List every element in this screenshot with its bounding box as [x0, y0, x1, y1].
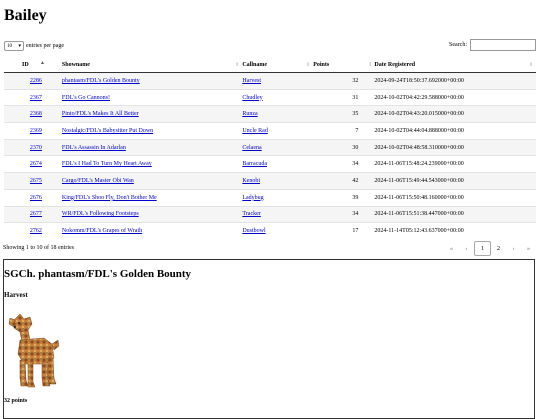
cell-callname	[242, 206, 313, 223]
search-control	[449, 39, 536, 51]
cell-points: 32	[313, 73, 366, 90]
callname-link[interactable]: Harvest	[242, 77, 261, 84]
dog-id-link[interactable]: 2368	[29, 111, 42, 118]
next-page-button[interactable]: ›	[512, 245, 515, 252]
showname-link[interactable]: Pinto/FDL's Makes It All Better	[61, 111, 139, 118]
cell-date-registered: 2024-11-14T05:12:43.637000+00:00	[366, 223, 536, 239]
column-header-date-registered[interactable]: Date Registered ⇕	[366, 58, 536, 73]
cell-showname	[52, 123, 242, 140]
page-title: Bailey	[4, 7, 47, 24]
cell-showname	[52, 223, 242, 239]
table-row	[4, 139, 536, 156]
cell-showname	[52, 206, 242, 223]
showname-link[interactable]: FDL's Assassin In Adarlan	[61, 144, 126, 151]
cell-points: 39	[313, 189, 366, 206]
cell-points: 30	[313, 139, 366, 156]
entries-per-page-label: entries per page	[26, 43, 64, 49]
cell-id	[4, 189, 52, 206]
cell-date-registered: 2024-10-02T04:43:20.015000+00:00	[366, 106, 536, 123]
cell-id	[4, 173, 52, 190]
table-row	[4, 156, 536, 173]
table-row	[4, 73, 536, 90]
cell-id	[4, 89, 52, 106]
table-row	[4, 123, 536, 140]
sort-asc-icon: ▲	[40, 61, 45, 66]
cell-date-registered: 2024-11-06T15:48:24.239000+00:00	[366, 156, 536, 173]
cell-callname	[242, 89, 313, 106]
entries-per-page-select[interactable]	[4, 41, 24, 51]
cell-points: 17	[313, 223, 366, 239]
search-label: Search:	[449, 42, 467, 48]
showname-link[interactable]: FDL's Go Cannons!	[61, 94, 111, 101]
last-page-button[interactable]: »	[527, 245, 530, 252]
table-row	[4, 189, 536, 206]
sort-icon: ⇕	[368, 63, 373, 68]
dog-id-link[interactable]: 2762	[29, 228, 42, 235]
detail-title: SGCh. phantasm/FDL's Golden Bounty	[4, 268, 192, 280]
cell-date-registered: 2024-09-24T18:50:37.692000+00:00	[366, 73, 536, 90]
table-row	[4, 89, 536, 106]
callname-link[interactable]: Chudley	[242, 94, 263, 101]
sort-icon: ⇕	[528, 63, 533, 68]
table-toolbar	[4, 39, 536, 53]
dog-id-link[interactable]: 2286	[29, 77, 42, 84]
callname-link[interactable]: Barracuda	[242, 161, 267, 168]
cell-callname	[242, 189, 313, 206]
cell-date-registered: 2024-11-06T15:50:48.160000+00:00	[366, 189, 536, 206]
showname-link[interactable]: WR/FDL's Following Footsteps	[61, 211, 139, 218]
dog-id-link[interactable]: 2675	[29, 177, 42, 184]
cell-callname	[242, 73, 313, 90]
dog-detail-panel	[3, 259, 535, 419]
sort-icon: ⇕	[235, 63, 240, 68]
cell-points: 34	[313, 156, 366, 173]
showname-link[interactable]: Nokomm/FDL's Grapes of Wrath	[61, 228, 143, 235]
cell-id	[4, 106, 52, 123]
prev-page-button[interactable]: ‹	[465, 245, 468, 252]
showname-link[interactable]: Nostalgic/FDL's Babysitter Put Down	[61, 127, 154, 134]
cell-id	[4, 156, 52, 173]
dogs-table	[4, 58, 536, 239]
dog-image	[6, 310, 60, 390]
detail-callname: Harvest	[4, 291, 28, 299]
cell-id	[4, 123, 52, 140]
detail-points: 32 points	[4, 398, 28, 404]
cell-points: 34	[313, 206, 366, 223]
sort-icon: ⇕	[306, 63, 311, 68]
callname-link[interactable]: Ladybug	[242, 194, 264, 201]
showname-link[interactable]: FDL's I Had To Turn My Heart Away	[61, 161, 152, 168]
dog-id-link[interactable]: 2369	[29, 127, 42, 134]
cell-id	[4, 139, 52, 156]
dog-id-link[interactable]: 2674	[29, 161, 42, 168]
callname-link[interactable]: Runza	[242, 111, 258, 118]
dog-id-link[interactable]: 2676	[29, 194, 42, 201]
cell-callname	[242, 173, 313, 190]
callname-link[interactable]: Uncle Rad	[242, 127, 268, 134]
dog-id-link[interactable]: 2677	[29, 211, 42, 218]
search-input[interactable]	[470, 39, 536, 51]
cell-showname	[52, 106, 242, 123]
callname-link[interactable]: Dustbowl	[242, 228, 266, 235]
cell-showname	[52, 139, 242, 156]
first-page-button[interactable]: «	[450, 245, 453, 252]
table-row	[4, 206, 536, 223]
cell-date-registered: 2024-10-02T04:42:29.588000+00:00	[366, 89, 536, 106]
table-header-row	[4, 58, 536, 73]
column-header-showname[interactable]: Showname ⇕	[52, 58, 242, 73]
entries-per-page-value: 10	[7, 43, 12, 49]
showname-link[interactable]: phantasm/FDL's Golden Bounty	[61, 77, 140, 84]
chevron-down-icon: ▾	[18, 44, 21, 49]
page-1-button[interactable]: 1	[474, 241, 491, 256]
column-header-id[interactable]: ID ▲	[4, 58, 52, 73]
cell-callname	[242, 139, 313, 156]
showname-link[interactable]: Cargo/FDL's Master Obi Wan	[61, 177, 134, 184]
cell-date-registered: 2024-10-02T04:44:04.888000+00:00	[366, 123, 536, 140]
dog-id-link[interactable]: 2367	[29, 94, 42, 101]
cell-date-registered: 2024-11-06T15:51:38.447000+00:00	[366, 206, 536, 223]
callname-link[interactable]: Tracker	[242, 211, 261, 218]
table-row	[4, 223, 536, 239]
cell-callname	[242, 156, 313, 173]
cell-callname	[242, 223, 313, 239]
cell-id	[4, 223, 52, 239]
callname-link[interactable]: Celaena	[242, 144, 262, 151]
cell-points: 35	[313, 106, 366, 123]
table-info: Showing 1 to 10 of 18 entries	[3, 245, 74, 251]
cell-points: 31	[313, 89, 366, 106]
cell-id	[4, 206, 52, 223]
cell-date-registered: 2024-10-02T04:48:58.310000+00:00	[366, 139, 536, 156]
column-header-points[interactable]: Points ⇕	[313, 58, 366, 73]
cell-points: 7	[313, 123, 366, 140]
cell-showname	[52, 89, 242, 106]
cell-showname	[52, 73, 242, 90]
cell-points: 42	[313, 173, 366, 190]
column-header-callname[interactable]: Callname ⇕	[242, 58, 313, 73]
cell-callname	[242, 123, 313, 140]
cell-callname	[242, 106, 313, 123]
page-2-button[interactable]: 2	[497, 245, 500, 252]
cell-showname	[52, 156, 242, 173]
table-row	[4, 173, 536, 190]
cell-showname	[52, 189, 242, 206]
dog-id-link[interactable]: 2370	[29, 144, 42, 151]
pagination	[444, 241, 536, 256]
table-row	[4, 106, 536, 123]
showname-link[interactable]: King/FDL's Shoo Fly, Don't Bother Me	[61, 194, 157, 201]
callname-link[interactable]: Kenobi	[242, 177, 260, 184]
cell-showname	[52, 173, 242, 190]
cell-id	[4, 73, 52, 90]
cell-date-registered: 2024-11-06T15:49:44.543000+00:00	[366, 173, 536, 190]
entries-length-control	[4, 41, 64, 51]
